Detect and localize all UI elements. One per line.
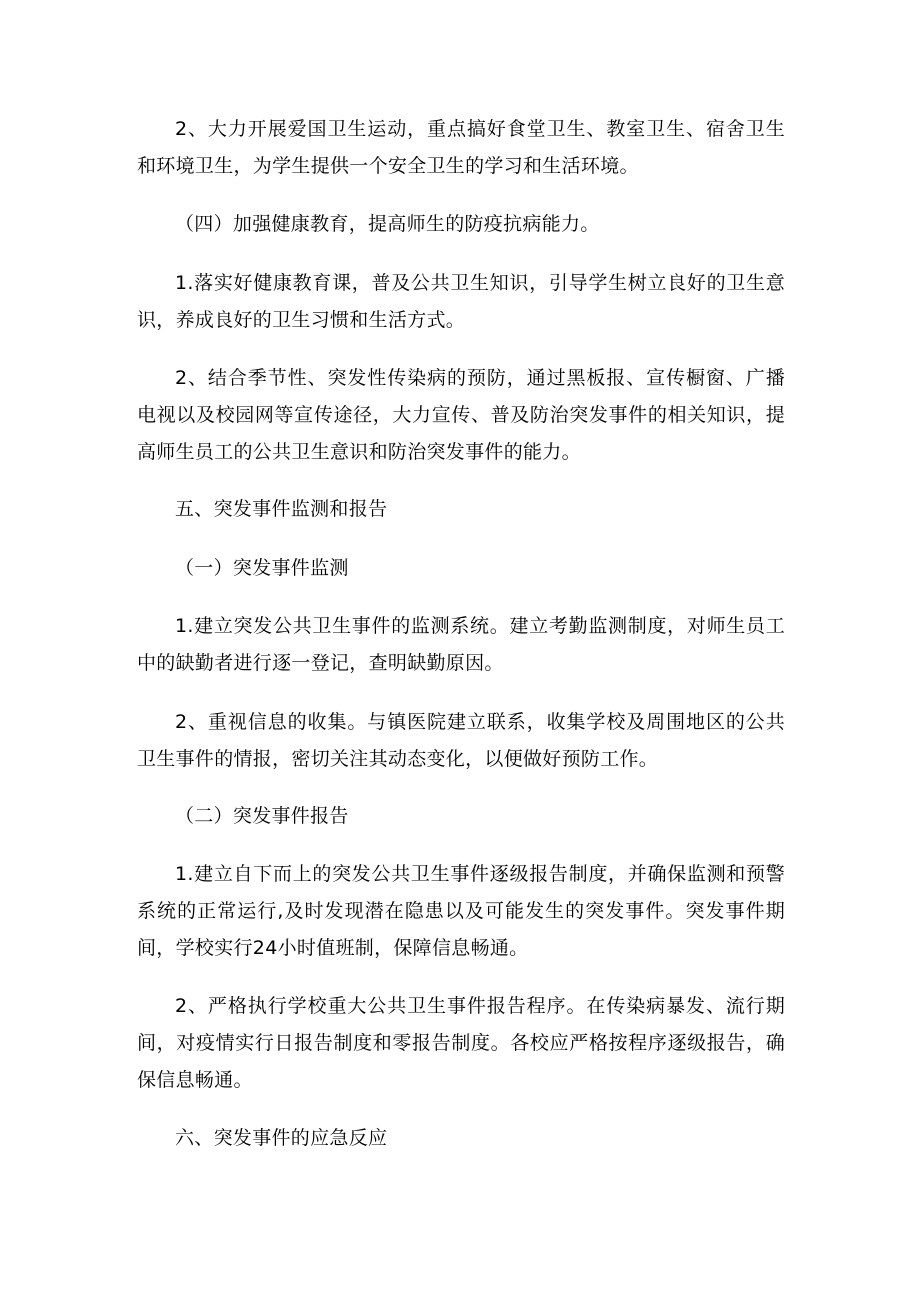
paragraph-information-collection: 2、重视信息的收集。与镇医院建立联系，收集学校及周围地区的公共卫生事件的情报，密切关注其动态变化，以便做好预防工作。 bbox=[137, 711, 785, 770]
section-heading-emergency-response: 六、突发事件的应急反应 bbox=[175, 1127, 388, 1149]
paragraph-reporting-system: 1.建立自下而上的突发公共卫生事件逐级报告制度，并确保监测和预警系统的正常运行,及时发现潜在隐患以及可能发生的突发事件。突发事件期间，学校实行24小时值班制，保障信息畅通。 bbox=[137, 863, 785, 959]
paragraph-patriotic-hygiene: 2、大力开展爱国卫生运动，重点搞好食堂卫生、教室卫生、宿舍卫生和环境卫生，为学生提供一个安全卫生的学习和生活环境。 bbox=[137, 118, 785, 177]
section-heading-monitoring-reporting: 五、突发事件监测和报告 bbox=[175, 498, 388, 520]
paragraph-reporting-procedure: 2、严格执行学校重大公共卫生事件报告程序。在传染病暴发、流行期间，对疫情实行日报告制度和零报告制度。各校应严格按程序逐级报告，确保信息畅通。 bbox=[137, 995, 785, 1091]
paragraph-seasonal-prevention: 2、结合季节性、突发性传染病的预防，通过黑板报、宣传橱窗、广播电视以及校园网等宣传途径，大力宣传、普及防治突发事件的相关知识，提高师生员工的公共卫生意识和防治突发事件的能力。 bbox=[137, 367, 785, 463]
section-heading-health-education: （四）加强健康教育，提高师生的防疫抗病能力。 bbox=[175, 213, 600, 235]
subsection-heading-reporting: （二）突发事件报告 bbox=[175, 805, 349, 827]
paragraph-health-course: 1.落实好健康教育课，普及公共卫生知识，引导学生树立良好的卫生意识，养成良好的卫生习惯和生活方式。 bbox=[137, 272, 785, 331]
subsection-heading-monitoring: （一）突发事件监测 bbox=[175, 557, 349, 579]
paragraph-monitoring-system: 1.建立突发公共卫生事件的监测系统。建立考勤监测制度，对师生员工中的缺勤者进行逐一登记，查明缺勤原因。 bbox=[137, 615, 785, 674]
